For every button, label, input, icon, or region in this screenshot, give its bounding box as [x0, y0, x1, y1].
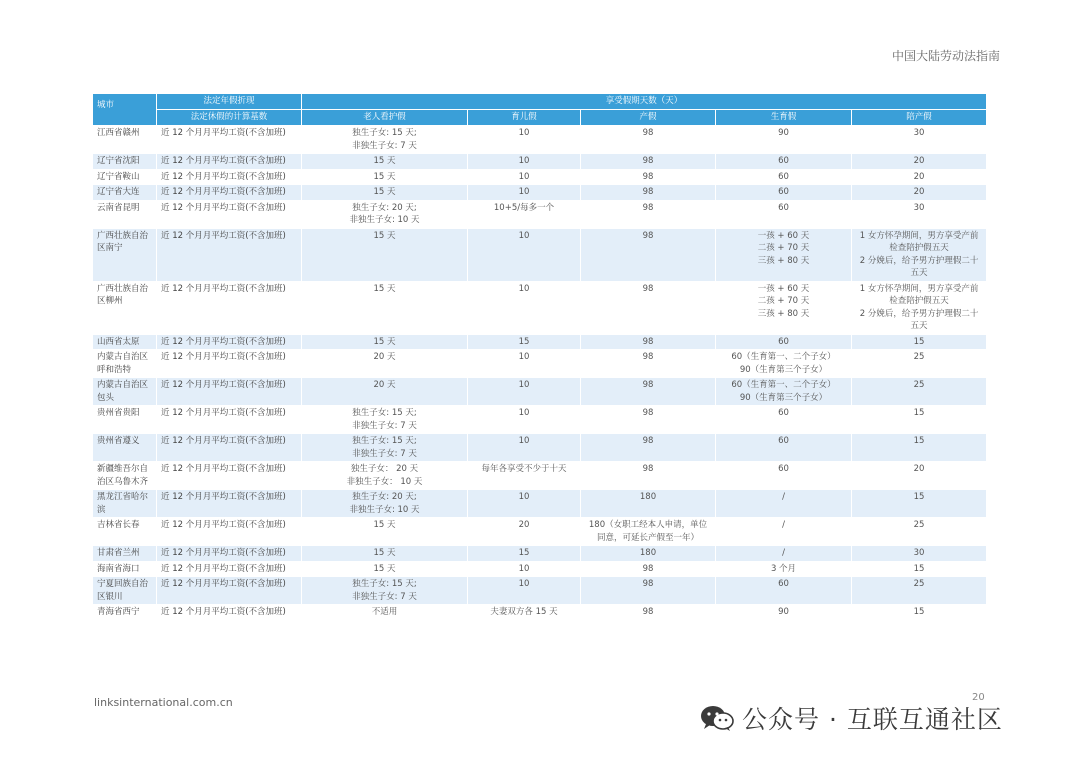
- header-annual-group: 法定年假折现: [157, 94, 302, 110]
- cell-birth: 60: [716, 334, 852, 350]
- cell-maternity: 98: [581, 228, 716, 281]
- table-row: [93, 406, 987, 434]
- cell-birth: 60: [716, 154, 852, 170]
- cell-elder-care: 独生子女: 15 天; 非独生子女: 7 天: [302, 577, 468, 605]
- leave-table-body: [93, 126, 987, 621]
- cell-childcare: 夫妻双方各 15 天: [468, 605, 581, 621]
- cell-birth: 60（生育第一、二个子女） 90（生育第三个子女）: [716, 378, 852, 406]
- cell-city: 贵州省遵义: [93, 434, 157, 462]
- cell-paternity: 30: [852, 200, 987, 228]
- cell-elder-care: 独生子女: 15 天; 非独生子女: 7 天: [302, 126, 468, 154]
- cell-paternity: 25: [852, 378, 987, 406]
- cell-base: 近 12 个月月平均工资(不含加班): [157, 281, 302, 334]
- cell-paternity: 25: [852, 577, 987, 605]
- cell-birth: /: [716, 518, 852, 546]
- cell-paternity: 15: [852, 605, 987, 621]
- cell-base: 近 12 个月月平均工资(不含加班): [157, 126, 302, 154]
- table-row: [93, 462, 987, 490]
- cell-childcare: 10: [468, 169, 581, 185]
- cell-maternity: 98: [581, 126, 716, 154]
- cell-maternity: 98: [581, 334, 716, 350]
- header-elder-care: 老人看护假: [302, 110, 468, 126]
- cell-childcare: 10: [468, 490, 581, 518]
- cell-maternity: 98: [581, 350, 716, 378]
- cell-birth: /: [716, 546, 852, 562]
- cell-maternity: 98: [581, 169, 716, 185]
- cell-elder-care: 15 天: [302, 518, 468, 546]
- cell-base: 近 12 个月月平均工资(不含加班): [157, 350, 302, 378]
- cell-childcare: 10: [468, 281, 581, 334]
- watermark: [700, 700, 1003, 736]
- cell-base: 近 12 个月月平均工资(不含加班): [157, 228, 302, 281]
- cell-paternity: 30: [852, 546, 987, 562]
- cell-birth: 60（生育第一、二个子女） 90（生育第三个子女）: [716, 350, 852, 378]
- cell-base: 近 12 个月月平均工资(不含加班): [157, 518, 302, 546]
- cell-elder-care: 独生子女: 15 天; 非独生子女: 7 天: [302, 434, 468, 462]
- cell-city: 辽宁省沈阳: [93, 154, 157, 170]
- cell-paternity: 25: [852, 518, 987, 546]
- cell-base: 近 12 个月月平均工资(不含加班): [157, 490, 302, 518]
- cell-birth: 60: [716, 169, 852, 185]
- cell-birth: 90: [716, 126, 852, 154]
- cell-maternity: 98: [581, 406, 716, 434]
- cell-elder-care: 15 天: [302, 561, 468, 577]
- cell-maternity: 98: [581, 605, 716, 621]
- table-row: [93, 185, 987, 201]
- table-row: [93, 154, 987, 170]
- table-row: [93, 281, 987, 334]
- cell-childcare: 10: [468, 154, 581, 170]
- cell-childcare: 10: [468, 228, 581, 281]
- cell-city: 广西壮族自治 区柳州: [93, 281, 157, 334]
- cell-elder-care: 15 天: [302, 154, 468, 170]
- cell-childcare: 10: [468, 434, 581, 462]
- cell-maternity: 98: [581, 561, 716, 577]
- cell-base: 近 12 个月月平均工资(不含加班): [157, 462, 302, 490]
- cell-birth: 60: [716, 462, 852, 490]
- header-childcare: 育儿假: [468, 110, 581, 126]
- cell-elder-care: 15 天: [302, 334, 468, 350]
- cell-paternity: 15: [852, 406, 987, 434]
- cell-paternity: 20: [852, 154, 987, 170]
- cell-childcare: 10: [468, 126, 581, 154]
- cell-elder-care: 15 天: [302, 169, 468, 185]
- cell-childcare: 20: [468, 518, 581, 546]
- cell-paternity: 15: [852, 561, 987, 577]
- table-row: [93, 561, 987, 577]
- table-row: [93, 378, 987, 406]
- cell-childcare: 10: [468, 406, 581, 434]
- cell-base: 近 12 个月月平均工资(不含加班): [157, 378, 302, 406]
- cell-elder-care: 15 天: [302, 546, 468, 562]
- cell-paternity: 25: [852, 350, 987, 378]
- cell-paternity: 15: [852, 434, 987, 462]
- cell-maternity: 98: [581, 462, 716, 490]
- cell-city: 辽宁省鞍山: [93, 169, 157, 185]
- cell-childcare: 15: [468, 546, 581, 562]
- table-row: [93, 200, 987, 228]
- cell-maternity: 98: [581, 434, 716, 462]
- cell-paternity: 30: [852, 126, 987, 154]
- table-row: [93, 334, 987, 350]
- table-row: [93, 577, 987, 605]
- cell-childcare: 10: [468, 561, 581, 577]
- cell-city: 海南省海口: [93, 561, 157, 577]
- header-annual-base: 法定休假的计算基数: [157, 110, 302, 126]
- table-row: [93, 434, 987, 462]
- cell-childcare: 10: [468, 577, 581, 605]
- cell-maternity: 180: [581, 546, 716, 562]
- cell-birth: 一孩 + 60 天 二孩 + 70 天 三孩 + 80 天: [716, 228, 852, 281]
- page-number: 20: [972, 692, 985, 703]
- cell-base: 近 12 个月月平均工资(不含加班): [157, 434, 302, 462]
- cell-base: 近 12 个月月平均工资(不含加班): [157, 577, 302, 605]
- table-row: [93, 169, 987, 185]
- cell-elder-care: 15 天: [302, 228, 468, 281]
- cell-paternity: 20: [852, 169, 987, 185]
- cell-maternity: 98: [581, 281, 716, 334]
- cell-birth: 60: [716, 406, 852, 434]
- header-city: 城市: [93, 94, 157, 126]
- cell-childcare: 15: [468, 334, 581, 350]
- cell-city: 甘肃省兰州: [93, 546, 157, 562]
- cell-base: 近 12 个月月平均工资(不含加班): [157, 169, 302, 185]
- cell-city: 吉林省长春: [93, 518, 157, 546]
- cell-maternity: 98: [581, 154, 716, 170]
- cell-childcare: 10+5/每多一个: [468, 200, 581, 228]
- cell-base: 近 12 个月月平均工资(不含加班): [157, 546, 302, 562]
- cell-city: 江西省赣州: [93, 126, 157, 154]
- table-row: [93, 228, 987, 281]
- cell-elder-care: 独生子女: 15 天; 非独生子女: 7 天: [302, 406, 468, 434]
- cell-city: 新疆维吾尔自 治区乌鲁木齐: [93, 462, 157, 490]
- cell-base: 近 12 个月月平均工资(不含加班): [157, 561, 302, 577]
- cell-elder-care: 15 天: [302, 281, 468, 334]
- header-birth: 生育假: [716, 110, 852, 126]
- table-row: [93, 605, 987, 621]
- cell-paternity: 15: [852, 490, 987, 518]
- cell-birth: 60: [716, 434, 852, 462]
- cell-city: 辽宁省大连: [93, 185, 157, 201]
- cell-birth: 60: [716, 577, 852, 605]
- cell-city: 广西壮族自治 区南宁: [93, 228, 157, 281]
- cell-city: 内蒙古自治区 包头: [93, 378, 157, 406]
- cell-maternity: 98: [581, 185, 716, 201]
- cell-childcare: 10: [468, 185, 581, 201]
- cell-city: 青海省西宁: [93, 605, 157, 621]
- cell-birth: 90: [716, 605, 852, 621]
- cell-city: 黑龙江省哈尔 滨: [93, 490, 157, 518]
- cell-city: 云南省昆明: [93, 200, 157, 228]
- watermark-text: 公众号 · 互联互通社区: [742, 705, 1003, 734]
- cell-paternity: 20: [852, 185, 987, 201]
- cell-childcare: 10: [468, 378, 581, 406]
- table-row: [93, 126, 987, 154]
- cell-birth: 60: [716, 200, 852, 228]
- footer-url: linksinternational.com.cn: [94, 696, 233, 709]
- cell-childcare: 10: [468, 350, 581, 378]
- table-row: [93, 350, 987, 378]
- cell-birth: /: [716, 490, 852, 518]
- cell-childcare: 每年各享受不少于十天: [468, 462, 581, 490]
- table-row: [93, 490, 987, 518]
- header-days-group: 享受假期天数（天）: [302, 94, 987, 110]
- cell-base: 近 12 个月月平均工资(不含加班): [157, 200, 302, 228]
- cell-elder-care: 独生子女: 20 天; 非独生子女: 10 天: [302, 200, 468, 228]
- cell-elder-care: 20 天: [302, 350, 468, 378]
- cell-elder-care: 独生子女: 20 天; 非独生子女: 10 天: [302, 490, 468, 518]
- cell-maternity: 180: [581, 490, 716, 518]
- cell-maternity: 98: [581, 200, 716, 228]
- cell-maternity: 98: [581, 378, 716, 406]
- cell-elder-care: 15 天: [302, 185, 468, 201]
- header-paternity: 陪产假: [852, 110, 987, 126]
- cell-elder-care: 独生子女： 20 天 非独生子女： 10 天: [302, 462, 468, 490]
- cell-paternity: 20: [852, 462, 987, 490]
- cell-birth: 60: [716, 185, 852, 201]
- cell-birth: 一孩 + 60 天 二孩 + 70 天 三孩 + 80 天: [716, 281, 852, 334]
- cell-paternity: 1 女方怀孕期间，男方享受产前 检查陪护假五天 2 分娩后，给予男方护理假二十 五天: [852, 281, 987, 334]
- wechat-icon: [700, 704, 734, 732]
- cell-city: 山西省太原: [93, 334, 157, 350]
- cell-city: 贵州省贵阳: [93, 406, 157, 434]
- cell-maternity: 180（女职工经本人申请，单位 同意，可延长产假至一年）: [581, 518, 716, 546]
- table-row: [93, 546, 987, 562]
- header-maternity: 产假: [581, 110, 716, 126]
- cell-paternity: 15: [852, 334, 987, 350]
- cell-base: 近 12 个月月平均工资(不含加班): [157, 605, 302, 621]
- cell-base: 近 12 个月月平均工资(不含加班): [157, 406, 302, 434]
- cell-base: 近 12 个月月平均工资(不含加班): [157, 334, 302, 350]
- cell-maternity: 98: [581, 577, 716, 605]
- document-header-title: 中国大陆劳动法指南: [891, 49, 1000, 63]
- leave-table: [92, 93, 987, 621]
- cell-base: 近 12 个月月平均工资(不含加班): [157, 185, 302, 201]
- cell-city: 内蒙古自治区 呼和浩特: [93, 350, 157, 378]
- cell-paternity: 1 女方怀孕期间，男方享受产前 检查陪护假五天 2 分娩后，给予男方护理假二十 五天: [852, 228, 987, 281]
- cell-base: 近 12 个月月平均工资(不含加班): [157, 154, 302, 170]
- cell-city: 宁夏回族自治 区银川: [93, 577, 157, 605]
- table-row: [93, 518, 987, 546]
- cell-elder-care: 20 天: [302, 378, 468, 406]
- cell-elder-care: 不适用: [302, 605, 468, 621]
- cell-birth: 3 个月: [716, 561, 852, 577]
